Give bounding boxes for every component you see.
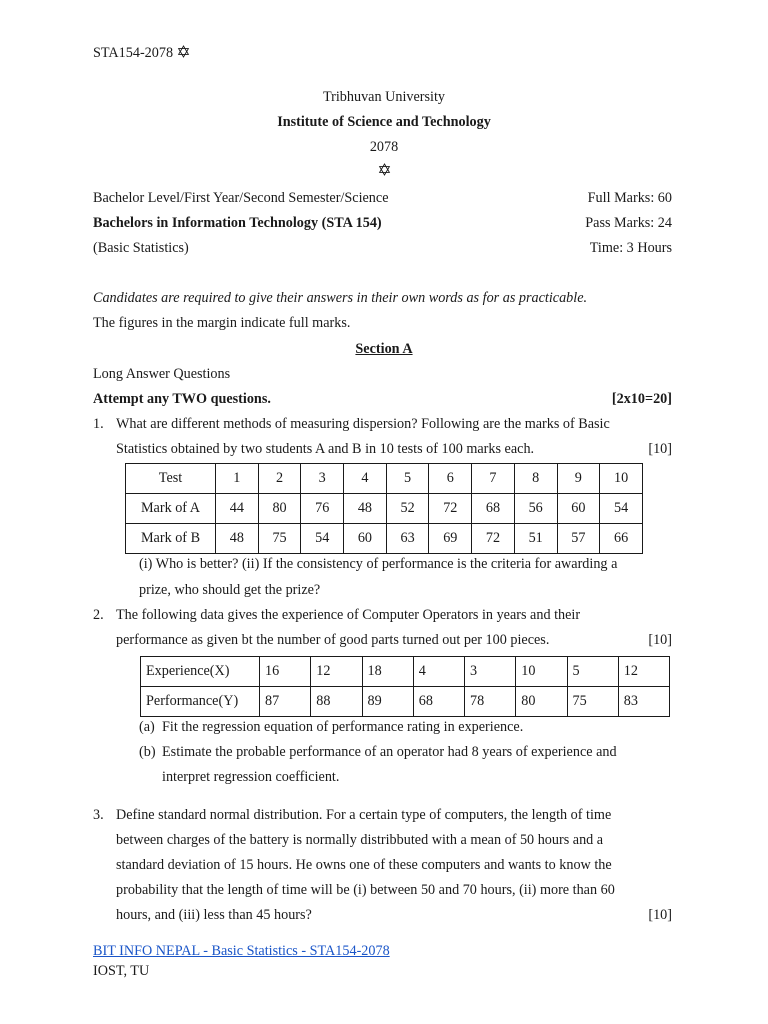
table-row	[141, 657, 670, 687]
course-name: (Basic Statistics)	[93, 240, 189, 256]
table-cell: 72	[429, 494, 472, 524]
q3-line-2: between charges of the battery is normally distribbuted with a mean of 50 hours and a	[116, 832, 604, 848]
table-cell: 68	[472, 494, 515, 524]
table-cell: 6	[429, 464, 472, 494]
table-cell: 83	[618, 687, 669, 717]
table-cell: 18	[362, 657, 413, 687]
table-cell: 1	[216, 464, 259, 494]
table-cell: 76	[301, 494, 344, 524]
section-title: Section A	[355, 341, 413, 357]
table-cell: 16	[260, 657, 311, 687]
q2-a-text: Fit the regression equation of performance rating in experience.	[162, 719, 524, 735]
star-of-david-icon	[177, 45, 190, 58]
footer-link[interactable]: BIT INFO NEPAL - Basic Statistics - STA154-2078	[93, 943, 390, 959]
table-cell: 80	[516, 687, 567, 717]
table-cell: 5	[386, 464, 429, 494]
q3-line-3: standard deviation of 15 hours. He owns one of these computers and wants to know the	[116, 857, 612, 873]
q2-b-label: (b)	[139, 744, 156, 760]
table-cell: 10	[600, 464, 643, 494]
table-cell: 51	[514, 524, 557, 554]
table-cell: Mark of B	[126, 524, 216, 554]
institute-name: Institute of Science and Technology	[277, 114, 491, 130]
q2-line-2: performance as given bt the number of good parts turned out per 100 pieces.	[116, 632, 550, 648]
table-cell: 69	[429, 524, 472, 554]
instruction-line-1: Candidates are required to give their answers in their own words as for as practicable.	[93, 290, 588, 306]
table-cell: Mark of A	[126, 494, 216, 524]
table-cell: 5	[567, 657, 618, 687]
table-cell: 7	[472, 464, 515, 494]
table-cell: Test	[126, 464, 216, 494]
table-cell: 88	[311, 687, 362, 717]
table-cell: 63	[386, 524, 429, 554]
section-subtitle: Long Answer Questions	[93, 366, 231, 382]
table-cell: 56	[514, 494, 557, 524]
q3-marks: [10]	[648, 907, 672, 923]
table-cell: 72	[472, 524, 515, 554]
exam-year: 2078	[369, 139, 399, 155]
section-marks: [2x10=20]	[611, 391, 672, 407]
table-cell: 3	[465, 657, 516, 687]
q3-line-1: Define standard normal distribution. For a certain type of computers, the length of time	[116, 807, 612, 823]
q2-marks: [10]	[648, 632, 672, 648]
table-cell: 89	[362, 687, 413, 717]
full-marks: Full Marks: 60	[587, 190, 672, 206]
table-cell: 60	[557, 494, 600, 524]
q2-b-text-2: interpret regression coefficient.	[162, 769, 340, 785]
table-cell: 78	[465, 687, 516, 717]
table-cell: 4	[344, 464, 387, 494]
table-cell: 2	[258, 464, 301, 494]
footer-org: IOST, TU	[93, 963, 150, 979]
q1-marks-table	[125, 463, 643, 554]
table-cell: 75	[258, 524, 301, 554]
q2-line-1: The following data gives the experience of Computer Operators in years and their	[116, 607, 581, 623]
program-name: Bachelors in Information Technology (STA 154)	[93, 215, 382, 231]
table-cell: 9	[557, 464, 600, 494]
table-row	[126, 494, 643, 524]
table-cell: 57	[557, 524, 600, 554]
q1-line-1: What are different methods of measuring dispersion? Following are the marks of Basic	[116, 416, 610, 432]
table-row	[126, 524, 643, 554]
q2-number: 2.	[93, 607, 104, 623]
table-cell: 87	[260, 687, 311, 717]
table-cell: 48	[216, 524, 259, 554]
q3-line-4: probability that the length of time will be (i) between 50 and 70 hours, (ii) more than 60	[116, 882, 615, 898]
q3-number: 3.	[93, 807, 104, 823]
q3-line-5: hours, and (iii) less than 45 hours?	[116, 907, 312, 923]
q1-marks: [10]	[648, 441, 672, 457]
table-cell: 8	[514, 464, 557, 494]
table-cell: 75	[567, 687, 618, 717]
table-cell: 52	[386, 494, 429, 524]
table-cell: 54	[600, 494, 643, 524]
q2-b-text-1: Estimate the probable performance of an operator had 8 years of experience and	[162, 744, 617, 760]
q1-sub-line-1: (i) Who is better? (ii) If the consistency of performance is the criteria for awarding a	[139, 556, 618, 572]
table-cell: 3	[301, 464, 344, 494]
table-cell: 10	[516, 657, 567, 687]
attempt-instruction: Attempt any TWO questions.	[93, 391, 271, 407]
q1-number: 1.	[93, 416, 104, 432]
table-cell: 12	[311, 657, 362, 687]
table-cell: Performance(Y)	[141, 687, 260, 717]
table-cell: 80	[258, 494, 301, 524]
table-cell: 12	[618, 657, 669, 687]
exam-time: Time: 3 Hours	[589, 240, 672, 256]
table-cell: 54	[301, 524, 344, 554]
q2-data-table	[140, 656, 670, 717]
q1-sub-line-2: prize, who should get the prize?	[139, 582, 321, 598]
table-cell: Experience(X)	[141, 657, 260, 687]
table-cell: 68	[413, 687, 464, 717]
table-cell: 66	[600, 524, 643, 554]
table-cell: 4	[413, 657, 464, 687]
q2-a-label: (a)	[139, 719, 155, 735]
table-cell: 48	[344, 494, 387, 524]
q1-line-2: Statistics obtained by two students A and B in 10 tests of 100 marks each.	[116, 441, 535, 457]
star-of-david-icon	[378, 163, 391, 176]
paper-code-text: STA154-2078	[93, 45, 174, 61]
center-star	[0, 162, 768, 180]
university-name: Tribhuvan University	[322, 89, 446, 105]
paper-code	[93, 44, 190, 62]
pass-marks: Pass Marks: 24	[585, 215, 672, 231]
level-info: Bachelor Level/First Year/Second Semester/Science	[93, 190, 389, 206]
table-row	[126, 464, 643, 494]
table-cell: 60	[344, 524, 387, 554]
table-row	[141, 687, 670, 717]
table-cell: 44	[216, 494, 259, 524]
instruction-line-2: The figures in the margin indicate full marks.	[93, 315, 351, 331]
